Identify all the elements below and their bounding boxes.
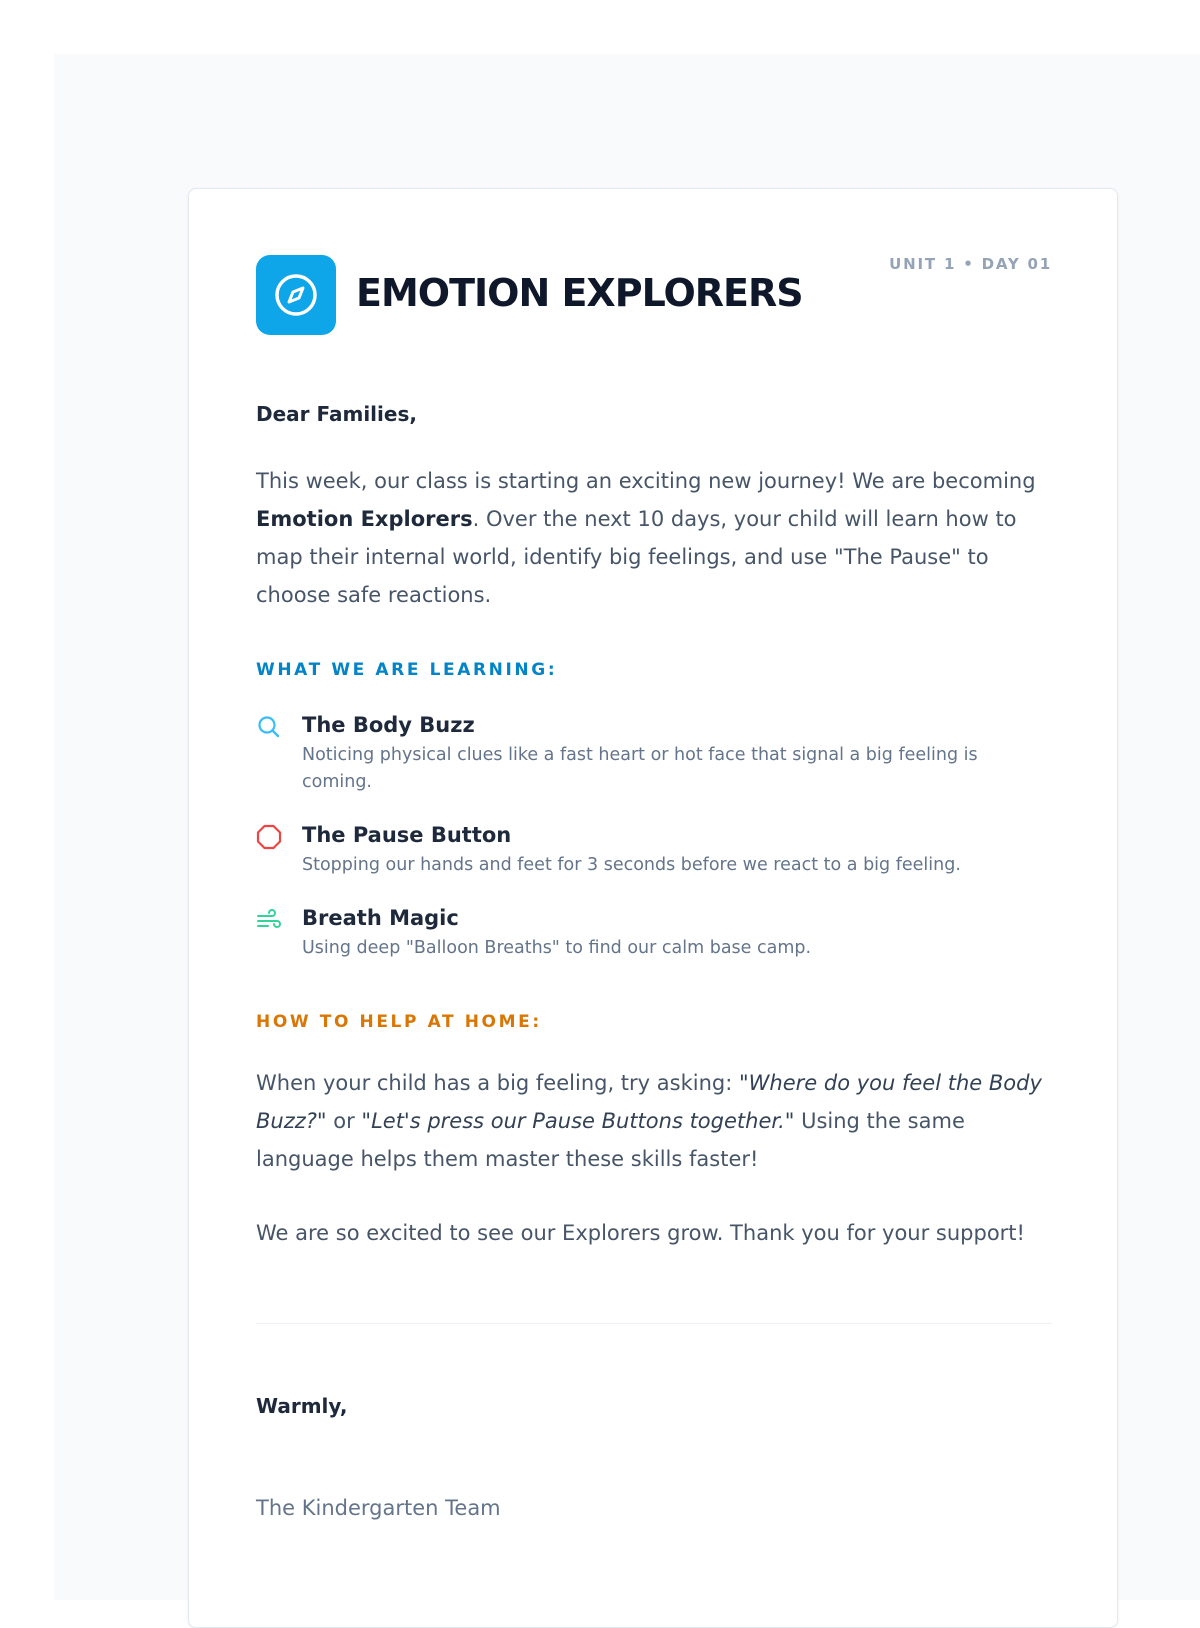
stop-octagon-icon bbox=[256, 824, 282, 850]
intro-text-start: This week, our class is starting an exciting new journey! We are becoming bbox=[256, 469, 1036, 493]
home-text-end: Using the same language helps them master these skills faster! bbox=[256, 1109, 965, 1171]
home-text-middle: or bbox=[326, 1109, 362, 1133]
intro-text-end: . Over the next 10 days, your child will learn how to map their internal world, identify big feelings, and use "The Pause" to choose safe reactions. bbox=[256, 507, 1017, 607]
home-paragraph bbox=[256, 1064, 1052, 1178]
wind-icon bbox=[256, 907, 282, 933]
learning-heading: WHAT WE ARE LEARNING: bbox=[256, 660, 558, 680]
list-item bbox=[256, 710, 1052, 796]
intro-paragraph bbox=[256, 462, 1052, 614]
list-item bbox=[256, 820, 1052, 879]
item-description: Stopping our hands and feet for 3 seconds before we react to a big feeling. bbox=[302, 855, 961, 875]
item-title: The Pause Button bbox=[302, 823, 512, 847]
intro-highlight: Emotion Explorers bbox=[256, 507, 473, 531]
home-quote-2: "Let's press our Pause Buttons together." bbox=[361, 1109, 795, 1133]
item-title: Breath Magic bbox=[302, 906, 459, 930]
page-title: EMOTION EXPLORERS bbox=[356, 271, 803, 315]
greeting: Dear Families, bbox=[256, 402, 417, 426]
home-heading: HOW TO HELP AT HOME: bbox=[256, 1012, 542, 1032]
signature-team: The Kindergarten Team bbox=[256, 1496, 501, 1520]
item-description: Noticing physical clues like a fast heart or hot face that signal a big feeling is coming. bbox=[302, 745, 978, 792]
compass-icon bbox=[256, 255, 336, 335]
home-quote-1: "Where do you feel the Body Buzz?" bbox=[256, 1071, 1042, 1133]
home-text-start: When your child has a big feeling, try asking: bbox=[256, 1071, 739, 1095]
unit-day-label: UNIT 1 • DAY 01 bbox=[889, 255, 1052, 273]
divider bbox=[256, 1323, 1052, 1324]
newsletter-header bbox=[256, 255, 1052, 335]
newsletter-card bbox=[188, 188, 1118, 1628]
list-item bbox=[256, 903, 1052, 962]
search-icon bbox=[256, 714, 282, 740]
closing-paragraph: We are so excited to see our Explorers grow. Thank you for your support! bbox=[256, 1221, 1025, 1245]
learning-list bbox=[256, 710, 1052, 962]
signoff: Warmly, bbox=[256, 1394, 348, 1418]
item-title: The Body Buzz bbox=[302, 713, 475, 737]
newsletter-content bbox=[256, 255, 1052, 1520]
item-description: Using deep "Balloon Breaths" to find our calm base camp. bbox=[302, 938, 812, 958]
